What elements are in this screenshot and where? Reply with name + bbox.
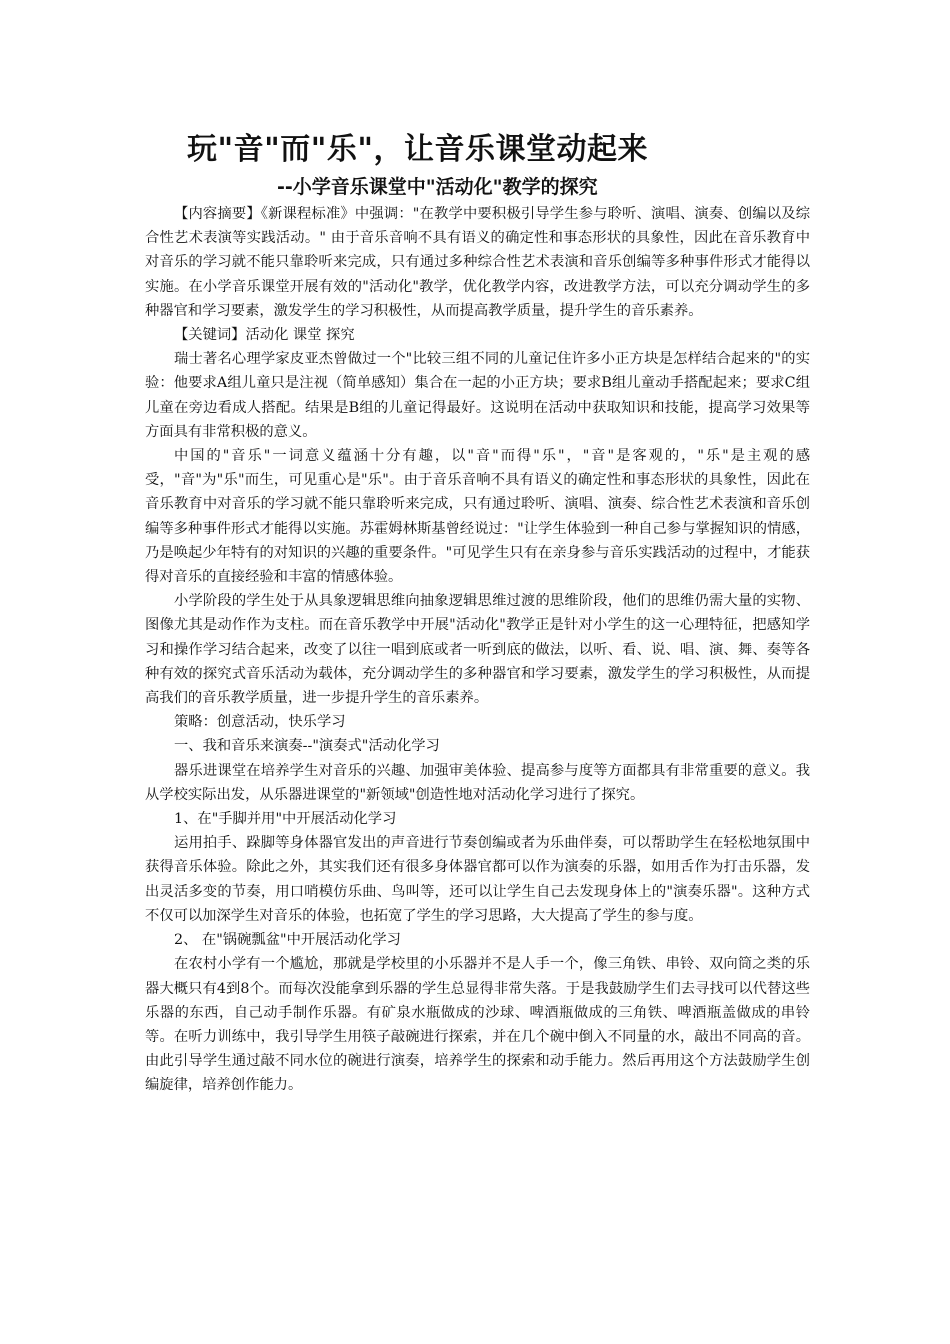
document-page xyxy=(145,128,810,1098)
keywords-paragraph: 【关键词】活动化 课堂 探究 xyxy=(174,327,355,344)
document-title: 玩"音"而"乐"，让音乐课堂动起来 xyxy=(187,132,649,167)
body-paragraph: 小学阶段的学生处于从具象逻辑思维向抽象逻辑思维过渡的思维阶段，他们的思维仍需大量的实物、图像尤其是动作作为支柱。而在音乐教学中开展"活动化"教学正是针对小学生的这一心理特征，把感知学习和操作学习结合起来，改变了以往一唱到底或者一听到底的做法，以听、看、说、唱、演、舞、奏等各种有效的探究式音乐活动为载体，充分调动学生的多种器官和学习要素，激发学生的学习积极性，从而提高我们的音乐教学质量，进一步提升学生的音乐素养。 xyxy=(145,593,810,707)
body-paragraph: 在农村小学有一个尴尬，那就是学校里的小乐器并不是人手一个，像三角铁、串铃、双向筒之类的乐器大概只有4到8个。而每次没能拿到乐器的学生总显得非常失落。于是我鼓励学生们去寻找可以代替这些乐器的东西，自己动手制作乐器。有矿泉水瓶做成的沙球、啤酒瓶做成的三角铁、啤酒瓶盖做成的串铃等。在听力训练中，我引导学生用筷子敲碗进行探索，并在几个碗中倒入不同量的水，敲出不同高的音。由此引导学生通过敲不同水位的碗进行演奏，培养学生的探索和动手能力。然后再用这个方法鼓励学生创编旋律，培养创作能力。 xyxy=(145,956,810,1094)
body-paragraph: 器乐进课堂在培养学生对音乐的兴趣、加强审美体验、提高参与度等方面都具有非常重要的意义。我从学校实际出发，从乐器进课堂的"新领域"创造性地对活动化学习进行了探究。 xyxy=(145,762,810,803)
section-heading: 一、我和音乐来演奏--"演奏式"活动化学习 xyxy=(174,738,440,755)
subsection-heading: 1、在"手脚并用"中开展活动化学习 xyxy=(174,811,397,828)
abstract-paragraph: 【内容摘要】《新课程标准》中强调："在教学中要积极引导学生参与聆听、演唱、演奏、创编以及综合性艺术表演等实践活动。" 由于音乐音响不具有语义的确定性和事态形状的具象性，因此在音乐教育中对音乐的学习就不能只靠聆听来完成，只有通过多种综合性艺术表演和音乐创编等多种事件形式才能得以实施。在小学音乐课堂开展有效的"活动化"教学，优化教学内容，改进教学方法，可以充分调动学生的多种器官和学习要素，激发学生的学习积极性，从而提高教学质量，提升学生的音乐素养。 xyxy=(145,206,810,319)
document-subtitle: --小学音乐课堂中"活动化"教学的探究 xyxy=(277,176,598,198)
body-paragraph: 中国的"音乐"一词意义蕴涵十分有趣，以"音"而得"乐"，"音"是客观的，"乐"是主观的感受，"音"为"乐"而生，可见重心是"乐"。由于音乐音响不具有语义的确定性和事态形状的具象性，因此在音乐教育中对音乐的学习就不能只靠聆听来完成，只有通过聆听、演唱、演奏、综合性艺术表演和音乐创编等多种事件形式才能得以实施。苏霍姆林斯基曾经说过："让学生体验到一种自己参与掌握知识的情感，乃是唤起少年特有的对知识的兴趣的重要条件。"可见学生只有在亲身参与音乐实践活动的过程中，才能获得对音乐的直接经验和丰富的情感体验。 xyxy=(145,448,810,586)
body-paragraph: 瑞士著名心理学家皮亚杰曾做过一个"比较三组不同的儿童记住许多小正方块是怎样结合起来的"的实验：他要求A组儿童只是注视（简单感知）集合在一起的小正方块；要求B组儿童动手搭配起来；要求C组儿童在旁边看成人搭配。结果是B组的儿童记得最好。这说明在活动中获取知识和技能，提高学习效果等方面具有非常积极的意义。 xyxy=(145,351,810,440)
strategy-heading: 策略：创意活动，快乐学习 xyxy=(174,714,346,731)
subsection-heading: 2、 在"锅碗瓢盆"中开展活动化学习 xyxy=(174,932,401,949)
body-paragraph: 运用拍手、跺脚等身体器官发出的声音进行节奏创编或者为乐曲伴奏，可以帮助学生在轻松地氛围中获得音乐体验。除此之外，其实我们还有很多身体器官都可以作为演奏的乐器，如用舌作为打击乐器，发出灵活多变的节奏，用口哨模仿乐曲、鸟叫等，还可以让学生自己去发现身体上的"演奏乐器"。这种方式不仅可以加深学生对音乐的体验，也拓宽了学生的学习思路，大大提高了学生的参与度。 xyxy=(145,835,810,924)
